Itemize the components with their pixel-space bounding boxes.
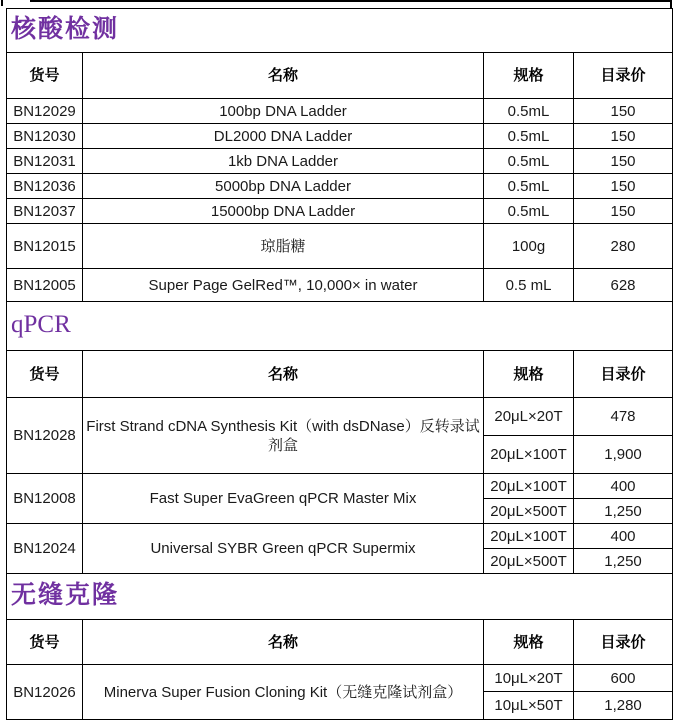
col-header-price: 目录价 xyxy=(574,351,673,398)
section-title-qpcr xyxy=(7,302,673,351)
section-row-qpcr xyxy=(7,302,673,351)
section-title-text: qPCR xyxy=(11,311,71,338)
table-header-row xyxy=(7,53,673,99)
section-title-text: 无缝克隆 xyxy=(11,580,120,609)
cell-name: 5000bp DNA Ladder xyxy=(83,174,484,199)
cell-name: Universal SYBR Green qPCR Supermix xyxy=(83,524,484,574)
cell-catalog-no: BN12008 xyxy=(7,474,83,524)
cell-price: 150 xyxy=(574,199,673,224)
cell-name: Fast Super EvaGreen qPCR Master Mix xyxy=(83,474,484,524)
cell-spec: 20μL×500T xyxy=(484,499,574,524)
cell-price: 280 xyxy=(574,224,673,269)
cell-catalog-no: BN12026 xyxy=(7,665,83,720)
col-header-spec: 规格 xyxy=(484,620,574,665)
cell-name: 琼脂糖 xyxy=(83,224,484,269)
cell-price: 478 xyxy=(574,398,673,436)
section-title-text: 核酸检测 xyxy=(11,14,120,43)
col-header-price: 目录价 xyxy=(574,620,673,665)
table-header-row xyxy=(7,620,673,665)
cell-spec: 0.5mL xyxy=(484,199,574,224)
cell-price: 1,250 xyxy=(574,549,673,574)
cell-spec: 0.5mL xyxy=(484,99,574,124)
section-title-nucleic-acid xyxy=(7,9,673,53)
cell-catalog-no: BN12030 xyxy=(7,124,83,149)
cell-spec: 0.5mL xyxy=(484,174,574,199)
col-header-name: 名称 xyxy=(83,351,484,398)
table-row xyxy=(7,199,673,224)
table-row xyxy=(7,524,673,549)
cell-price: 400 xyxy=(574,474,673,499)
col-header-catalog-no: 货号 xyxy=(7,53,83,99)
cell-price: 600 xyxy=(574,665,673,692)
cell-spec: 100g xyxy=(484,224,574,269)
cell-name: 15000bp DNA Ladder xyxy=(83,199,484,224)
cell-price: 400 xyxy=(574,524,673,549)
table-header-row xyxy=(7,351,673,398)
cell-catalog-no: BN12024 xyxy=(7,524,83,574)
table-row xyxy=(7,224,673,269)
table-row xyxy=(7,99,673,124)
cell-price: 628 xyxy=(574,269,673,302)
cell-spec: 20μL×500T xyxy=(484,549,574,574)
cell-price: 150 xyxy=(574,99,673,124)
table-row xyxy=(7,149,673,174)
cell-catalog-no: BN12036 xyxy=(7,174,83,199)
col-header-catalog-no: 货号 xyxy=(7,351,83,398)
cell-name: Minerva Super Fusion Cloning Kit（无缝克隆试剂盒） xyxy=(83,665,484,720)
cell-price: 150 xyxy=(574,174,673,199)
cell-catalog-no: BN12005 xyxy=(7,269,83,302)
table-row xyxy=(7,398,673,436)
cell-catalog-no: BN12037 xyxy=(7,199,83,224)
section-title-seamless-cloning xyxy=(7,574,673,620)
col-header-catalog-no: 货号 xyxy=(7,620,83,665)
cropped-border-left-nub xyxy=(1,0,3,6)
col-header-spec: 规格 xyxy=(484,351,574,398)
col-header-name: 名称 xyxy=(83,53,484,99)
section-row-seamless-cloning xyxy=(7,574,673,620)
section-row-nucleic-acid xyxy=(7,9,673,53)
cell-name: 1kb DNA Ladder xyxy=(83,149,484,174)
col-header-name: 名称 xyxy=(83,620,484,665)
col-header-price: 目录价 xyxy=(574,53,673,99)
cell-catalog-no: BN12031 xyxy=(7,149,83,174)
cell-spec: 10μL×50T xyxy=(484,692,574,720)
cell-name: Super Page GelRed™, 10,000× in water xyxy=(83,269,484,302)
table-row xyxy=(7,474,673,499)
cell-price: 150 xyxy=(574,149,673,174)
cell-price: 150 xyxy=(574,124,673,149)
col-header-spec: 规格 xyxy=(484,53,574,99)
cell-spec: 20μL×100T xyxy=(484,436,574,474)
cell-price: 1,900 xyxy=(574,436,673,474)
cell-spec: 20μL×20T xyxy=(484,398,574,436)
cell-name: 100bp DNA Ladder xyxy=(83,99,484,124)
cropped-border-top-line xyxy=(30,0,672,2)
table-row xyxy=(7,269,673,302)
cell-catalog-no: BN12028 xyxy=(7,398,83,474)
cell-price: 1,280 xyxy=(574,692,673,720)
table-row xyxy=(7,124,673,149)
table-row xyxy=(7,174,673,199)
cell-spec: 10μL×20T xyxy=(484,665,574,692)
cell-catalog-no: BN12015 xyxy=(7,224,83,269)
cell-spec: 0.5 mL xyxy=(484,269,574,302)
cell-name: DL2000 DNA Ladder xyxy=(83,124,484,149)
table-row xyxy=(7,665,673,692)
cell-spec: 0.5mL xyxy=(484,124,574,149)
cell-price: 1,250 xyxy=(574,499,673,524)
cell-catalog-no: BN12029 xyxy=(7,99,83,124)
cell-spec: 20μL×100T xyxy=(484,474,574,499)
cell-spec: 20μL×100T xyxy=(484,524,574,549)
product-catalog-table xyxy=(6,8,673,720)
cell-spec: 0.5mL xyxy=(484,149,574,174)
cell-name: First Strand cDNA Synthesis Kit（with dsDNase）反转录试剂盒 xyxy=(83,398,484,474)
